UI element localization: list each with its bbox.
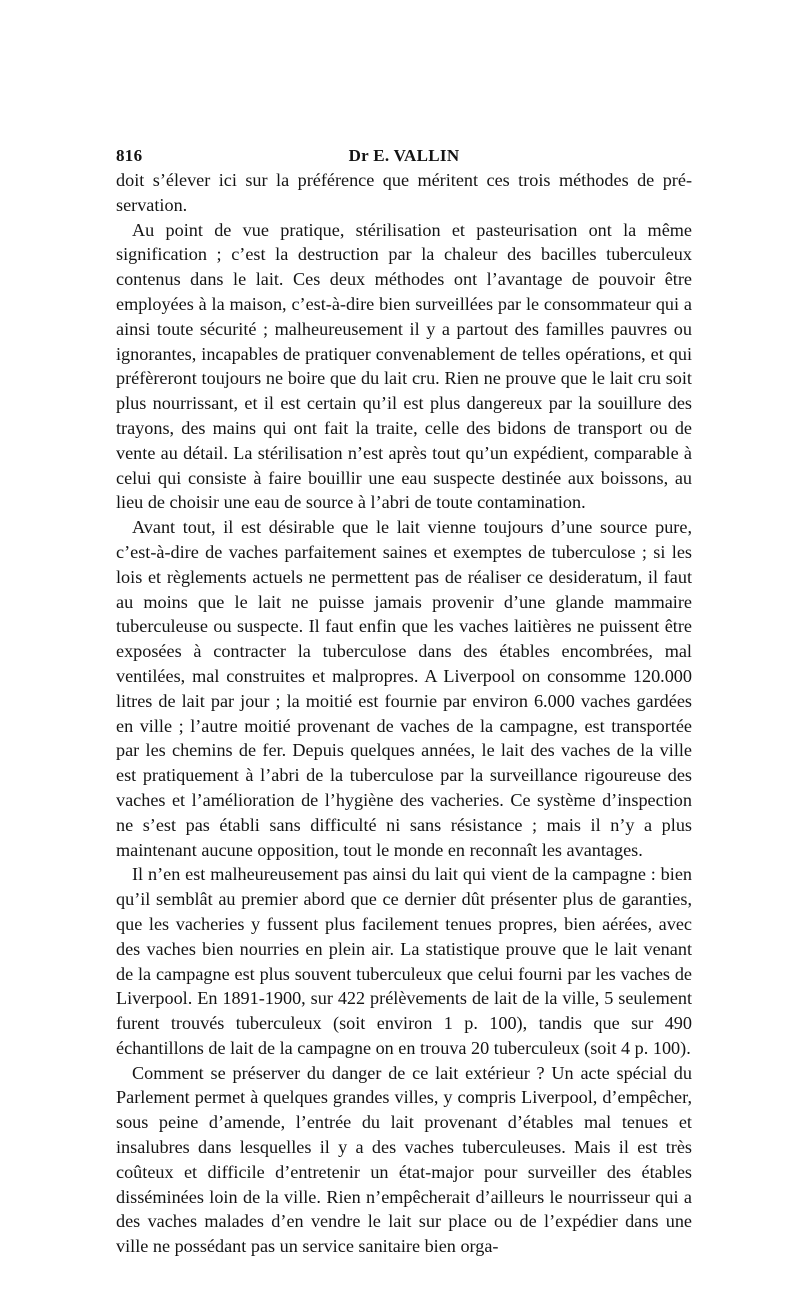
page-number: 816 <box>116 146 143 165</box>
paragraph: Comment se préserver du danger de ce lait extérieur ? Un acte spécial du Parlement permet à quelques grandes villes, y compris Liverpool, d’empêcher, sous peine d’amende, l’entrée du lait provenant d’étables mal tenues et insalubres dans lesquelles il y a des vaches tuberculeuses. Mais il est très coûteux et difficile d’entretenir un état-major pour surveiller des étables disséminées loin de la ville. Rien n’empêcherait d’ailleurs le nourrisseur qui a des vaches malades d’en vendre le lait sur place ou de l’expédier dans une ville ne possédant pas un service sanitaire bien orga- <box>116 1062 692 1257</box>
paragraph: Avant tout, il est désirable que le lait vienne toujours d’une source pure, c’est-à-dire de vaches parfaitement saines et exemptes de tuberculose ; si les lois et règlements actuels ne permettent pas de réaliser ce desideratum, il faut au moins que le lait ne puisse jamais provenir d’une glande mammaire tuberculeuse ou suspecte. Il faut enfin que les vaches laitières ne puissent être exposées à contracter la tuberculose dans des étables encombrées, mal ventilées, mal construites et malpropres. A Liverpool on consomme 120.000 litres de lait par jour ; la moitié est fournie par environ 6.000 vaches gardées en ville ; l’autre moitié provenant de vaches de la campagne, est transportée par les chemins de fer. Depuis quelques années, le lait des vaches de la ville est pratiquement à l’abri de la tuberculose par la surveillance rigoureuse des vaches et l’amélioration de l’hygiène des vacheries. Ce système d’inspection ne s’est pas établi sans difficulté ni sans résistance ; mais il n’y a plus maintenant aucune opposition, tout le monde en reconnaît les avantages. <box>116 517 692 860</box>
paragraph: Il n’en est malheureusement pas ainsi du lait qui vient de la campagne : bien qu’il semblât au premier abord que ce dernier dût présenter plus de garanties, que les vacheries y fussent plus facilement tenues propres, bien aérées, avec des vaches bien nourries en plein air. La statistique prouve que le lait venant de la campagne est plus souvent tuberculeux que celui fourni par les vaches de Liverpool. En 1891-1900, sur 422 prélèvements de lait de la ville, 5 seulement furent trouvés tuberculeux (soit environ 1 p. 100), tandis que sur 490 échantillons de lait de la campagne on en trouva 20 tuberculeux (soit 4 p. 100). <box>116 864 692 1058</box>
document-page <box>116 138 692 1259</box>
running-head-author: Dr E. VALLIN <box>348 146 460 165</box>
paragraph: Au point de vue pratique, stérilisation et pasteurisation ont la même signification ; c’est la destruction par la chaleur des bacilles tuberculeux contenus dans le lait. Ces deux méthodes ont l’avantage de pouvoir être employées à la maison, c’est-à-dire bien surveillées par le consommateur qui a ainsi toute sécurité ; malheureusement il y a partout des familles pauvres ou ignorantes, incapables de pratiquer convenablement de telles opérations, et qui préfèreront toujours ne boire que du lait cru. Rien ne prouve que le lait cru soit plus nourrissant, et il est certain qu’il est plus dangereux par la souillure des trayons, des mains qui ont fait la traite, celle des bidons de transport ou de vente au détail. La stérilisation n’est après tout qu’un expédient, comparable à celui qui consiste à faire bouillir une eau suspecte destinée aux boissons, au lieu de choisir une eau de source à l’abri de toute contamination. <box>116 219 692 513</box>
paragraph: doit s’élever ici sur la préférence que méritent ces trois méthodes de préservation. <box>116 170 692 215</box>
body-text <box>116 168 692 1259</box>
running-head <box>116 138 692 168</box>
